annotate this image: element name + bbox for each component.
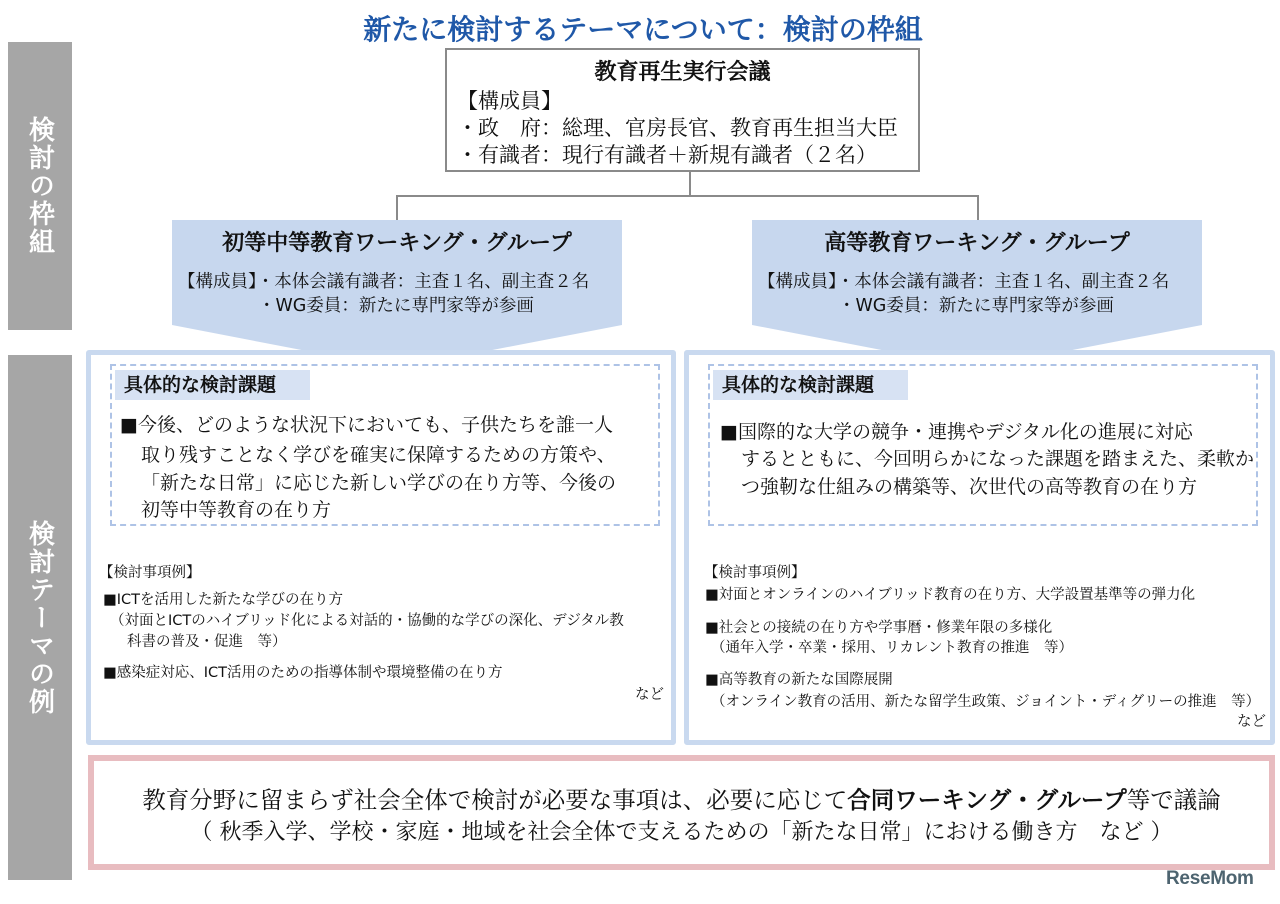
council-member-line: ・政 府：総理、官房長官、教育再生担当大臣: [457, 116, 898, 140]
council-name: 教育再生実行会議: [594, 60, 771, 85]
issue-text-line: 「新たな日常」に応じた新しい学びの在り方等、今後の: [141, 472, 617, 494]
joint-text-pre: 教育分野に留まらず社会全体で検討が必要な事項は、必要に応じて: [142, 786, 848, 814]
wg-name: 高等教育ワーキング・グループ: [824, 231, 1130, 256]
issue-text-line: つ強靭な仕組みの構築等、次世代の高等教育の在り方: [741, 476, 1198, 498]
joint-text-post: 等で議論: [1126, 786, 1221, 814]
issue-text-line: ■今後、どのような状況下においても、子供たちを誰一人: [120, 414, 613, 436]
wg-box-primary-secondary: [172, 220, 622, 325]
side-bar-framework: [8, 42, 72, 330]
wg-members-line: 【構成員】・本体会議有識者：主査１名、副主査２名: [178, 272, 590, 292]
wg-members-line: 【構成員】・本体会議有識者：主査１名、副主査２名: [758, 272, 1170, 292]
issue-text-line: するとともに、今回明らかになった課題を踏まえた、柔軟か: [741, 448, 1255, 470]
example-item: ■ICTを活用した新たな学びの在り方: [103, 592, 343, 608]
side-label-themes: 検討テーマの例: [24, 519, 55, 716]
joint-wg-box: [88, 755, 1275, 870]
example-detail: （通年入学・卒業・採用、リカレント教育の推進 等）: [711, 640, 1073, 656]
wg-arrow-left: [172, 325, 622, 352]
council-member-line: ・有識者：現行有識者＋新規有識者（２名）: [457, 143, 877, 167]
side-bar-themes: [8, 355, 72, 880]
examples-etc: など: [1237, 714, 1266, 730]
joint-wg-statement: [94, 784, 1269, 816]
issue-text-line: ■国際的な大学の競争・連携やデジタル化の進展に対応: [720, 421, 1193, 443]
example-item: ■対面とオンラインのハイブリッド教育の在り方、大学設置基準等の弾力化: [705, 587, 1196, 603]
page-title: 新たに検討するテーマについて：検討の枠組: [363, 13, 923, 46]
example-detail: （オンライン教育の活用、新たな留学生政策、ジョイント・ディグリーの推進 等）: [711, 694, 1261, 710]
issue-text-line: 初等中等教育の在り方: [141, 499, 332, 521]
joint-wg-examples: （ 秋季入学、学校・家庭・地域を社会全体で支えるための「新たな日常」における働き方 など ）: [190, 820, 1173, 845]
issues-heading: 具体的な検討課題: [115, 370, 310, 400]
wg-members-line: ・WG委員：新たに専門家等が参画: [258, 296, 534, 316]
wg-arrow-right: [752, 325, 1202, 352]
example-item: ■社会との接続の在り方や学事暦・修業年限の多様化: [705, 620, 1053, 636]
wg-name: 初等中等教育ワーキング・グループ: [222, 231, 572, 256]
example-detail: 科書の普及・促進 等）: [127, 634, 287, 650]
examples-heading: 【検討事項例】: [704, 565, 806, 581]
example-item: ■感染症対応、ICT活用のための指導体制や環境整備の在り方: [103, 665, 503, 681]
examples-heading: 【検討事項例】: [99, 565, 201, 581]
example-item: ■高等教育の新たな国際展開: [705, 672, 893, 688]
wg-box-higher-education: [752, 220, 1202, 325]
example-detail: （対面とICTのハイブリッド化による対話的・協働的な学びの深化、デジタル教: [110, 613, 624, 629]
resemom-logo: ReseMom: [1166, 868, 1254, 889]
joint-wg-name: 合同ワーキング・グループ: [847, 786, 1127, 814]
wg-members-line: ・WG委員：新たに専門家等が参画: [838, 296, 1114, 316]
issue-text-line: 取り残すことなく学びを確実に保障するための方策や、: [141, 444, 616, 466]
issues-heading: 具体的な検討課題: [713, 370, 908, 400]
side-label-framework: 検討の枠組: [24, 116, 55, 256]
examples-etc: など: [635, 687, 664, 703]
council-box: [445, 48, 920, 172]
council-members-heading: 【構成員】: [457, 89, 562, 113]
